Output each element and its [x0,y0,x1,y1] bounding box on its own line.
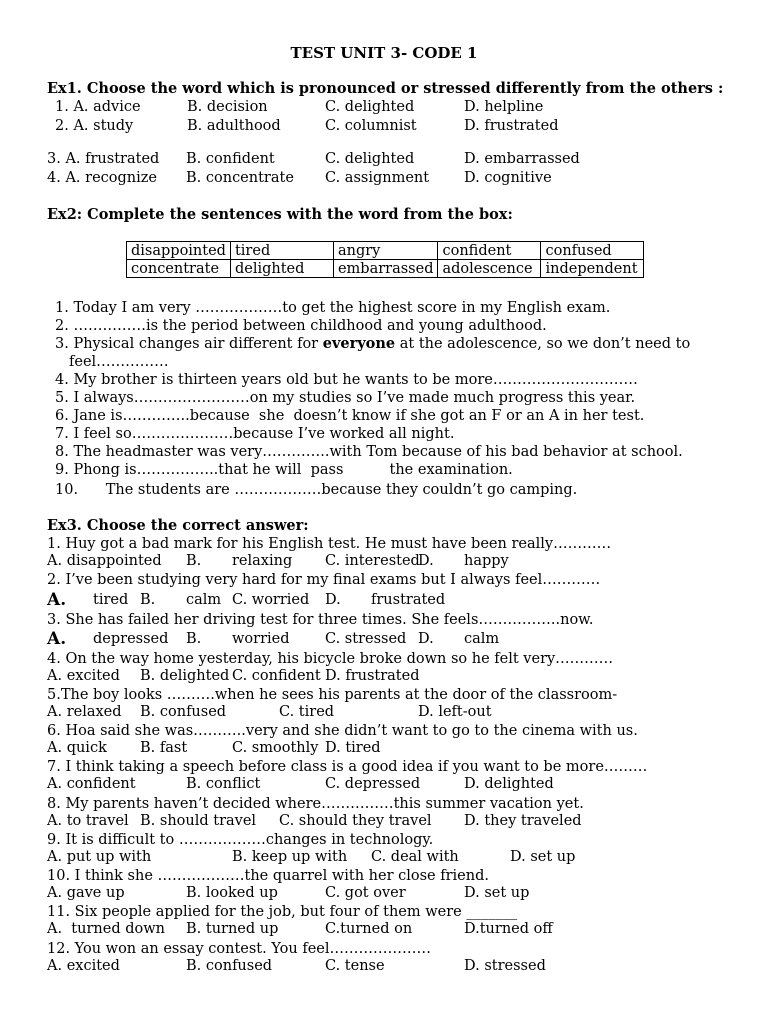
ex1-option: D. cognitive [464,170,552,186]
ex3-option: frustrated [371,592,446,608]
ex3-option: B. should travel [140,813,257,829]
ex2-item-1: 1. Today I am very ………………to get the highest score in my English exam. [55,300,611,316]
ex3-option: calm [464,631,500,647]
ex3-option: C. should they travel [279,813,432,829]
ex1-option: D. embarrassed [464,151,580,167]
ex3-option: A. relaxed [47,704,122,720]
ex3-option: worried [232,631,290,647]
ex3-question-3: 3. She has failed her driving test for three times. She feels……………..now. [47,612,594,628]
ex3-question-11: 11. Six people applied for the job, but four of them were _______ [47,904,518,920]
word-box [126,241,644,278]
word-box-row [127,242,644,260]
ex3-option: depressed [93,631,169,647]
word-box-cell: adolescence [438,260,541,278]
word-box-cell: confused [541,242,644,260]
ex1-option: 3. A. frustrated [47,151,160,167]
ex3-option: D. set up [464,885,530,901]
ex3-question-4: 4. On the way home yesterday, his bicycle broke down so he felt very………… [47,651,614,667]
ex3-question-8: 8. My parents haven’t decided where……………this summer vacation yet. [47,796,584,812]
ex1-option: D. helpline [464,99,544,115]
ex2-item-7: 7. I feel so…………………because I’ve worked all night. [55,426,455,442]
ex2-item-4: 4. My brother is thirteen years old but he wants to be more………………………… [55,372,638,388]
ex3-option: C. stressed [325,631,407,647]
ex3-option: D. [418,553,434,569]
ex3-option: D. they traveled [464,813,582,829]
ex3-option: D. left-out [418,704,492,720]
ex3-question-12: 12. You won an essay contest. You feel………………… [47,941,431,957]
ex2-item-3-text: 3. Physical changes air different for [55,336,319,352]
word-box-cell: confident [438,242,541,260]
ex3-option: tired [93,592,129,608]
ex3-option: A. excited [47,958,120,974]
ex3-option: B. turned up [186,921,279,937]
ex3-option: B. keep up with [232,849,348,865]
ex2-item-3-text-end: at the adolescence, so we don’t need to [395,336,691,352]
ex1-option: B. adulthood [187,118,281,134]
ex3-question-5: 5.The boy looks ……….when he sees his parents at the door of the classroom- [47,687,618,703]
page-title: TEST UNIT 3- CODE 1 [290,44,478,62]
ex3-question-6: 6. Hoa said she was………..very and she didn’t want to go to the cinema with us. [47,723,638,739]
ex3-option: A. to travel [47,813,129,829]
ex3-option: A. quick [47,740,107,756]
ex3-option: B. [140,592,156,608]
ex3-option: C. interested [325,553,420,569]
ex3-option: A. gave up [47,885,125,901]
ex3-option: C. got over [325,885,406,901]
ex3-option: D. frustrated [325,668,420,684]
ex1-option: 2. A. study [55,118,134,134]
ex1-option: C. assignment [325,170,430,186]
ex3-option: B. confused [140,704,227,720]
ex3-option: B. conflict [186,776,261,792]
ex3-option: B. looked up [186,885,278,901]
word-box-cell: embarrassed [333,260,438,278]
ex1-option: B. confident [186,151,275,167]
ex3-option: B. [186,553,202,569]
ex1-option: 1. A. advice [55,99,141,115]
word-box-cell: delighted [230,260,333,278]
ex1-option: C. columnist [325,118,417,134]
ex3-question-2: 2. I’ve been studying very hard for my final exams but I always feel………… [47,572,601,588]
ex3-option: A. excited [47,668,120,684]
word-box-row [127,260,644,278]
ex2-item-9: 9. Phong is……………..that he will pass the examination. [55,462,513,478]
ex1-option: C. delighted [325,99,415,115]
ex3-option: D. stressed [464,958,546,974]
ex3-option: C.turned on [325,921,413,937]
ex2-item-5: 5. I always……………………on my studies so I’ve made much progress this year. [55,390,636,406]
ex3-option: D.turned off [464,921,553,937]
ex2-heading: Ex2: Complete the sentences with the word from the box: [47,206,513,223]
ex3-option: A. turned down [47,921,165,937]
ex3-option: C. tired [279,704,335,720]
ex3-option: C. worried [232,592,310,608]
ex2-item-6: 6. Jane is…………..because she doesn’t know if she got an F or an A in her test. [55,408,645,424]
ex3-question-9: 9. It is difficult to ………………changes in technology. [47,832,434,848]
word-box-cell: concentrate [127,260,231,278]
ex2-item-3 [55,335,690,353]
ex3-option: C. confident [232,668,321,684]
ex3-option: B. [186,631,202,647]
ex3-option: D. [325,592,341,608]
word-box-cell: disappointed [127,242,231,260]
ex3-question-1: 1. Huy got a bad mark for his English test. He must have been really………… [47,536,612,552]
ex2-item-2: 2. ……………is the period between childhood and young adulthood. [55,318,547,334]
ex1-option: 4. A. recognize [47,170,157,186]
ex3-option: C. tense [325,958,385,974]
ex1-option: D. frustrated [464,118,559,134]
ex3-option: happy [464,553,509,569]
ex3-option: D. set up [510,849,576,865]
ex1-option: B. concentrate [186,170,294,186]
ex3-question-10: 10. I think she ………………the quarrel with her close friend. [47,868,489,884]
word-box-cell: independent [541,260,644,278]
ex3-option: A. [47,629,67,649]
word-box-cell: tired [230,242,333,260]
ex3-option: A. disappointed [47,553,162,569]
ex3-option: B. delighted [140,668,230,684]
ex1-option: C. delighted [325,151,415,167]
ex3-option: A. put up with [47,849,152,865]
ex3-option: D. delighted [464,776,554,792]
ex3-option: D. [418,631,434,647]
ex3-option: calm [186,592,222,608]
ex3-question-7: 7. I think taking a speech before class is a good idea if you want to be more……… [47,759,648,775]
ex3-heading: Ex3. Choose the correct answer: [47,517,309,534]
ex3-option: B. confused [186,958,273,974]
ex1-heading: Ex1. Choose the word which is pronounced or stressed differently from the others : [47,80,724,97]
ex3-option: B. fast [140,740,188,756]
ex3-option: C. deal with [371,849,459,865]
ex3-option: C. depressed [325,776,421,792]
ex1-option: B. decision [187,99,268,115]
ex3-option: D. tired [325,740,381,756]
ex3-option: A. confident [47,776,136,792]
ex2-item-3-emphasis: everyone [322,335,396,352]
ex2-item-3-cont: feel…………… [69,354,169,370]
word-box-cell: angry [333,242,438,260]
ex2-item-8: 8. The headmaster was very…………..with Tom because of his bad behavior at school. [55,444,683,460]
ex3-option: C. smoothly [232,740,319,756]
ex2-item-10: 10. The students are ………………because they couldn’t go camping. [55,482,578,498]
ex3-option: relaxing [232,553,293,569]
ex3-option: A. [47,590,67,610]
